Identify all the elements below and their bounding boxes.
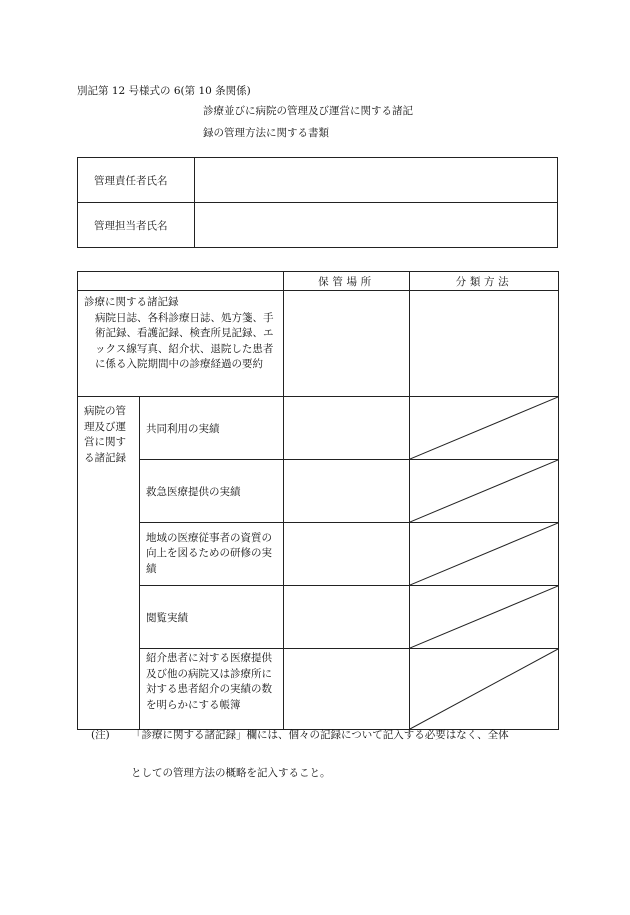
diagonal-slash	[410, 649, 558, 729]
admin-row-label	[140, 649, 284, 730]
records-table	[77, 271, 559, 730]
medical-records-cell	[78, 291, 284, 397]
medical-records-storage[interactable]	[284, 291, 410, 397]
admin-row-label: 救急医療提供の実績	[140, 460, 284, 523]
admin-records-group-label	[78, 397, 140, 730]
admin-row-storage[interactable]	[284, 649, 410, 730]
header-blank-cell	[78, 272, 284, 291]
diagonal-slash	[410, 460, 558, 522]
manager-table	[77, 157, 558, 248]
admin-row-label: 閲覧実績	[140, 586, 284, 649]
admin-row-storage[interactable]	[284, 460, 410, 523]
document-title-line2: 録の管理方法に関する書類	[203, 127, 329, 139]
admin-record-row	[78, 397, 559, 460]
admin-row-method-na	[410, 460, 559, 523]
admin-row-label-text: 地域の医療従事者の資質の向上を図るための研修の実績	[146, 531, 272, 575]
diagonal-slash	[410, 397, 558, 459]
manager-responsible-value[interactable]	[195, 158, 558, 203]
admin-row-method-na	[410, 649, 559, 730]
manager-row	[78, 203, 558, 248]
admin-row-label	[140, 523, 284, 586]
admin-records-group-text: 病院の管理及び運営に関する諸記録	[84, 405, 126, 464]
manager-row	[78, 158, 558, 203]
admin-row-storage[interactable]	[284, 523, 410, 586]
admin-record-row	[78, 523, 559, 586]
admin-row-method-na	[410, 586, 559, 649]
classification-method-header: 分類方法	[410, 272, 559, 291]
document-title-line1: 診療並びに病院の管理及び運営に関する諸記	[203, 105, 413, 117]
medical-records-row	[78, 291, 559, 397]
records-header-row	[78, 272, 559, 291]
admin-record-row	[78, 586, 559, 649]
admin-row-storage[interactable]	[284, 397, 410, 460]
admin-row-method-na	[410, 523, 559, 586]
manager-in-charge-label: 管理担当者氏名	[78, 203, 195, 248]
medical-records-method[interactable]	[410, 291, 559, 397]
form-number: 別記第 12 号様式の 6(第 10 条関係)	[77, 85, 251, 97]
note-line2: としての管理方法の概略を記入すること。	[131, 767, 331, 779]
manager-in-charge-value[interactable]	[195, 203, 558, 248]
admin-record-row	[78, 460, 559, 523]
medical-records-detail: 病院日誌、各科診療日誌、処方箋、手術記録、看護記録、検査所見記録、エックス線写真、紹介状、退院した患者に係る入院期間中の診療経過の要約	[95, 311, 274, 371]
medical-records-title: 診療に関する諸記録	[84, 296, 179, 308]
note-prefix: (注)	[91, 729, 110, 741]
diagonal-slash	[410, 586, 558, 648]
admin-row-method-na	[410, 397, 559, 460]
diagonal-slash	[410, 523, 558, 585]
storage-location-header: 保管場所	[284, 272, 410, 291]
admin-row-label-text: 紹介患者に対する医療提供及び他の病院又は診療所に対する患者紹介の実績の数を明らかにする帳簿	[146, 652, 272, 711]
note-line1: 「診療に関する諸記録」欄には、個々の記録について記入する必要はなく、全体	[131, 729, 509, 741]
admin-row-storage[interactable]	[284, 586, 410, 649]
manager-responsible-label: 管理責任者氏名	[78, 158, 195, 203]
admin-record-row	[78, 649, 559, 730]
admin-row-label: 共同利用の実績	[140, 397, 284, 460]
